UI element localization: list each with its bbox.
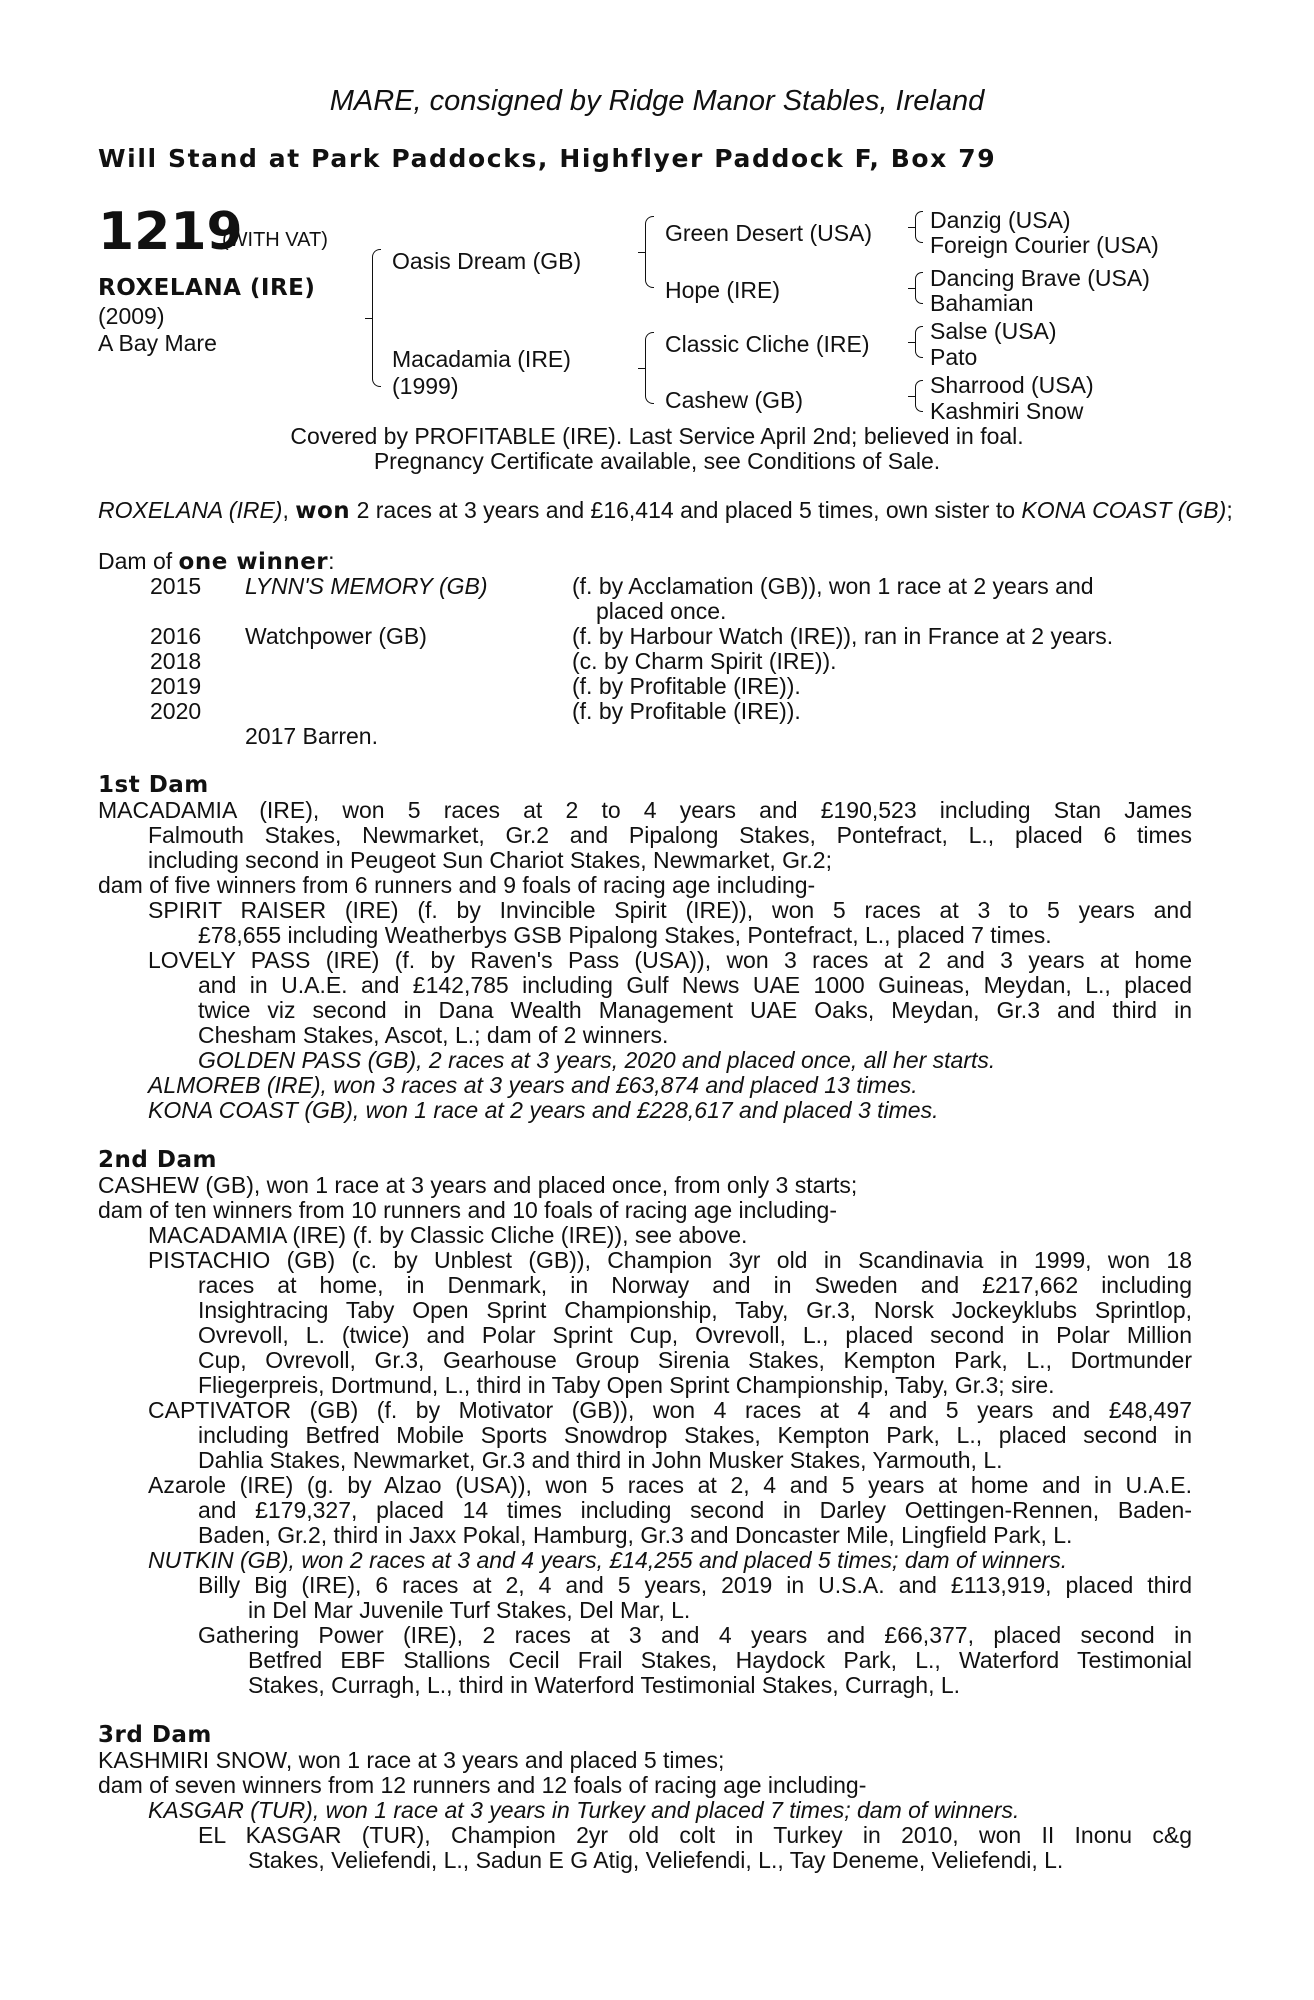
won-label: won (295, 498, 351, 524)
first-dam-heading: 1st Dam (98, 772, 209, 798)
pedigree-dss: Salse (USA) (930, 318, 1057, 344)
produce-details: (f. by Acclamation (GB)), won 1 race at 2 years and (572, 573, 1094, 599)
second-dam-line: Azarole (IRE) (g. by Alzao (USA)), won 5 races at 2, 4 and 5 years at home and in U.A.E. (148, 1472, 1192, 1498)
first-dam-line: £78,655 including Weatherbys GSB Pipalong Stakes, Pontefract, L., placed 7 times. (198, 922, 1052, 948)
pedigree-ddd: Kashmiri Snow (930, 398, 1084, 424)
second-dam-line: and £179,327, placed 14 times including second in Darley Oettingen-Rennen, Baden- (198, 1497, 1192, 1523)
produce-year: 2015 (150, 573, 202, 599)
pedigree-dam-year: (1999) (392, 373, 459, 399)
lot-number: 1219 (98, 202, 243, 262)
produce-details: (f. by Profitable (IRE)). (572, 698, 801, 724)
horse-description: A Bay Mare (98, 330, 217, 356)
produce-year: 2016 (150, 623, 202, 649)
second-dam-line: Ovrevoll, L. (twice) and Polar Sprint Cup, Ovrevoll, L., placed second in Polar Million (198, 1322, 1192, 1348)
third-dam-line: KASHMIRI SNOW, won 1 race at 3 years and placed 5 times; (98, 1747, 725, 1773)
second-dam-line: Baden, Gr.2, third in Jaxx Pokal, Hamburg, Gr.3 and Doncaster Mile, Lingfield Park, L. (198, 1522, 1073, 1548)
pedigree-dams-dam: Cashew (GB) (665, 387, 804, 413)
dam-of-line: Dam of one winner: (98, 548, 335, 575)
second-dam-line: Insightracing Taby Open Sprint Championship, Taby, Gr.3, Norsk Jockeyklubs Sprintlop, (198, 1297, 1192, 1323)
produce-details: (f. by Harbour Watch (IRE)), ran in France at 2 years. (572, 623, 1114, 649)
first-dam-line: dam of five winners from 6 runners and 9 foals of racing age including- (98, 872, 816, 898)
second-dam-line: PISTACHIO (GB) (c. by Unblest (GB)), Champion 3yr old in Scandinavia in 1999, won 18 (148, 1247, 1192, 1273)
pregnancy-line: Pregnancy Certificate available, see Conditions of Sale. (373, 448, 941, 474)
first-dam-line: KONA COAST (GB), won 1 race at 2 years and £228,617 and placed 3 times. (148, 1097, 939, 1123)
first-dam-line: Falmouth Stakes, Newmarket, Gr.2 and Pipalong Stakes, Pontefract, L., placed 6 times (148, 822, 1192, 848)
pedigree-sss: Danzig (USA) (930, 207, 1071, 233)
pedigree-sire: Oasis Dream (GB) (392, 248, 582, 274)
produce-year: 2020 (150, 698, 202, 724)
horse-year: (2009) (98, 303, 165, 329)
third-dam-heading: 3rd Dam (98, 1722, 212, 1748)
pedigree-ssd: Foreign Courier (USA) (930, 232, 1159, 258)
pedigree-brace-dd (915, 380, 923, 412)
pedigree-brace-gen1 (372, 249, 381, 387)
produce-details-cont: placed once. (596, 598, 727, 624)
pedigree-brace-ss (915, 211, 923, 243)
barren-note: 2017 Barren. (245, 723, 378, 749)
third-dam-line: dam of seven winners from 12 runners and 12 foals of racing age including- (98, 1772, 867, 1798)
vat-note: (WITH VAT) (222, 229, 328, 251)
pedigree-dam: Macadamia (IRE) (392, 346, 571, 372)
pedigree-brace-sire (645, 216, 654, 288)
horse-name: ROXELANA (IRE) (98, 275, 316, 301)
first-dam-line: twice viz second in Dana Wealth Management UAE Oaks, Meydan, Gr.3 and third in (198, 997, 1192, 1023)
third-dam-line: KASGAR (TUR), won 1 race at 3 years in Turkey and placed 7 times; dam of winners. (148, 1797, 1020, 1823)
mare-record-text: 2 races at 3 years and £16,414 and placed 5 times, own sister to (350, 497, 1022, 523)
first-dam-line: Chesham Stakes, Ascot, L.; dam of 2 winners. (198, 1022, 669, 1048)
third-dam-line: EL KASGAR (TUR), Champion 2yr old colt in Turkey in 2010, won II Inonu c&g (198, 1822, 1192, 1848)
first-dam-line: ALMOREB (IRE), won 3 races at 3 years and £63,874 and placed 13 times. (148, 1072, 918, 1098)
pedigree-sires-sire: Green Desert (USA) (665, 220, 873, 246)
first-dam-line: LOVELY PASS (IRE) (f. by Raven's Pass (USA)), won 3 races at 2 and 3 years at home (148, 947, 1192, 973)
own-sister: KONA COAST (GB) (1021, 497, 1227, 523)
pedigree-sds: Dancing Brave (USA) (930, 265, 1150, 291)
second-dam-line: Billy Big (IRE), 6 races at 2, 4 and 5 years, 2019 in U.S.A. and £113,919, placed third (198, 1572, 1192, 1598)
pedigree-dds: Sharrood (USA) (930, 372, 1094, 398)
mare-record: ROXELANA (IRE), won 2 races at 3 years and £16,414 and placed 5 times, own sister to KONA COAST (GB); (98, 497, 1233, 524)
produce-year: 2019 (150, 673, 202, 699)
produce-details: (c. by Charm Spirit (IRE)). (572, 648, 837, 674)
pedigree-dsd: Pato (930, 344, 978, 370)
second-dam-line: Betfred EBF Stallions Cecil Frail Stakes, Haydock Park, L., Waterford Testimonial (248, 1647, 1192, 1673)
first-dam-line: MACADAMIA (IRE), won 5 races at 2 to 4 years and £190,523 including Stan James (98, 797, 1192, 823)
pedigree-brace-ds (915, 326, 923, 358)
second-dam-line: Dahlia Stakes, Newmarket, Gr.3 and third in John Musker Stakes, Yarmouth, L. (198, 1447, 1003, 1473)
mare-name: ROXELANA (IRE) (98, 497, 283, 523)
second-dam-line: Stakes, Curragh, L., third in Waterford Testimonial Stakes, Curragh, L. (248, 1672, 961, 1698)
second-dam-line: Fliegerpreis, Dortmund, L., third in Taby Open Sprint Championship, Taby, Gr.3; sire. (198, 1372, 1055, 1398)
first-dam-line: including second in Peugeot Sun Chariot Stakes, Newmarket, Gr.2; (148, 847, 832, 873)
pedigree-brace-sd (915, 272, 923, 304)
first-dam-line: and in U.A.E. and £142,785 including Gulf News UAE 1000 Guineas, Meydan, L., placed (198, 972, 1192, 998)
second-dam-line: races at home, in Denmark, in Norway and in Sweden and £217,662 including (198, 1272, 1192, 1298)
second-dam-heading: 2nd Dam (98, 1147, 217, 1173)
pedigree-sdd: Bahamian (930, 290, 1034, 316)
second-dam-line: NUTKIN (GB), won 2 races at 3 and 4 years, £14,255 and placed 5 times; dam of winners. (148, 1547, 1068, 1573)
standing-location: Will Stand at Park Paddocks, Highflyer Paddock F, Box 79 (98, 144, 997, 173)
first-dam-line: SPIRIT RAISER (IRE) (f. by Invincible Spirit (IRE)), won 5 races at 3 to 5 years and (148, 897, 1192, 923)
second-dam-line: MACADAMIA (IRE) (f. by Classic Cliche (IRE)), see above. (148, 1222, 748, 1248)
produce-details: (f. by Profitable (IRE)). (572, 673, 801, 699)
covering-line: Covered by PROFITABLE (IRE). Last Service April 2nd; believed in foal. (290, 423, 1024, 449)
produce-year: 2018 (150, 648, 202, 674)
first-dam-line: GOLDEN PASS (GB), 2 races at 3 years, 2020 and placed once, all her starts. (198, 1047, 996, 1073)
second-dam-line: CAPTIVATOR (GB) (f. by Motivator (GB)), won 4 races at 4 and 5 years and £48,497 (148, 1397, 1192, 1423)
second-dam-line: in Del Mar Juvenile Turf Stakes, Del Mar, L. (248, 1597, 691, 1623)
produce-name: Watchpower (GB) (245, 623, 427, 649)
pedigree-brace-dam (645, 332, 654, 404)
pedigree-dams-sire: Classic Cliche (IRE) (665, 331, 870, 357)
second-dam-line: Gathering Power (IRE), 2 races at 3 and 4 years and £66,377, placed second in (198, 1622, 1192, 1648)
third-dam-line: Stakes, Veliefendi, L., Sadun E G Atig, Veliefendi, L., Tay Deneme, Veliefendi, L. (248, 1847, 1064, 1873)
second-dam-line: including Betfred Mobile Sports Snowdrop Stakes, Kempton Park, L., placed second in (198, 1422, 1192, 1448)
pedigree-sires-dam: Hope (IRE) (665, 277, 781, 303)
produce-name: LYNN'S MEMORY (GB) (245, 573, 488, 599)
consignor-line: MARE, consigned by Ridge Manor Stables, Ireland (329, 85, 985, 117)
second-dam-line: Cup, Ovrevoll, Gr.3, Gearhouse Group Sirenia Stakes, Kempton Park, L., Dortmunder (198, 1347, 1192, 1373)
second-dam-line: dam of ten winners from 10 runners and 10 foals of racing age including- (98, 1197, 837, 1223)
second-dam-line: CASHEW (GB), won 1 race at 3 years and placed once, from only 3 starts; (98, 1172, 858, 1198)
